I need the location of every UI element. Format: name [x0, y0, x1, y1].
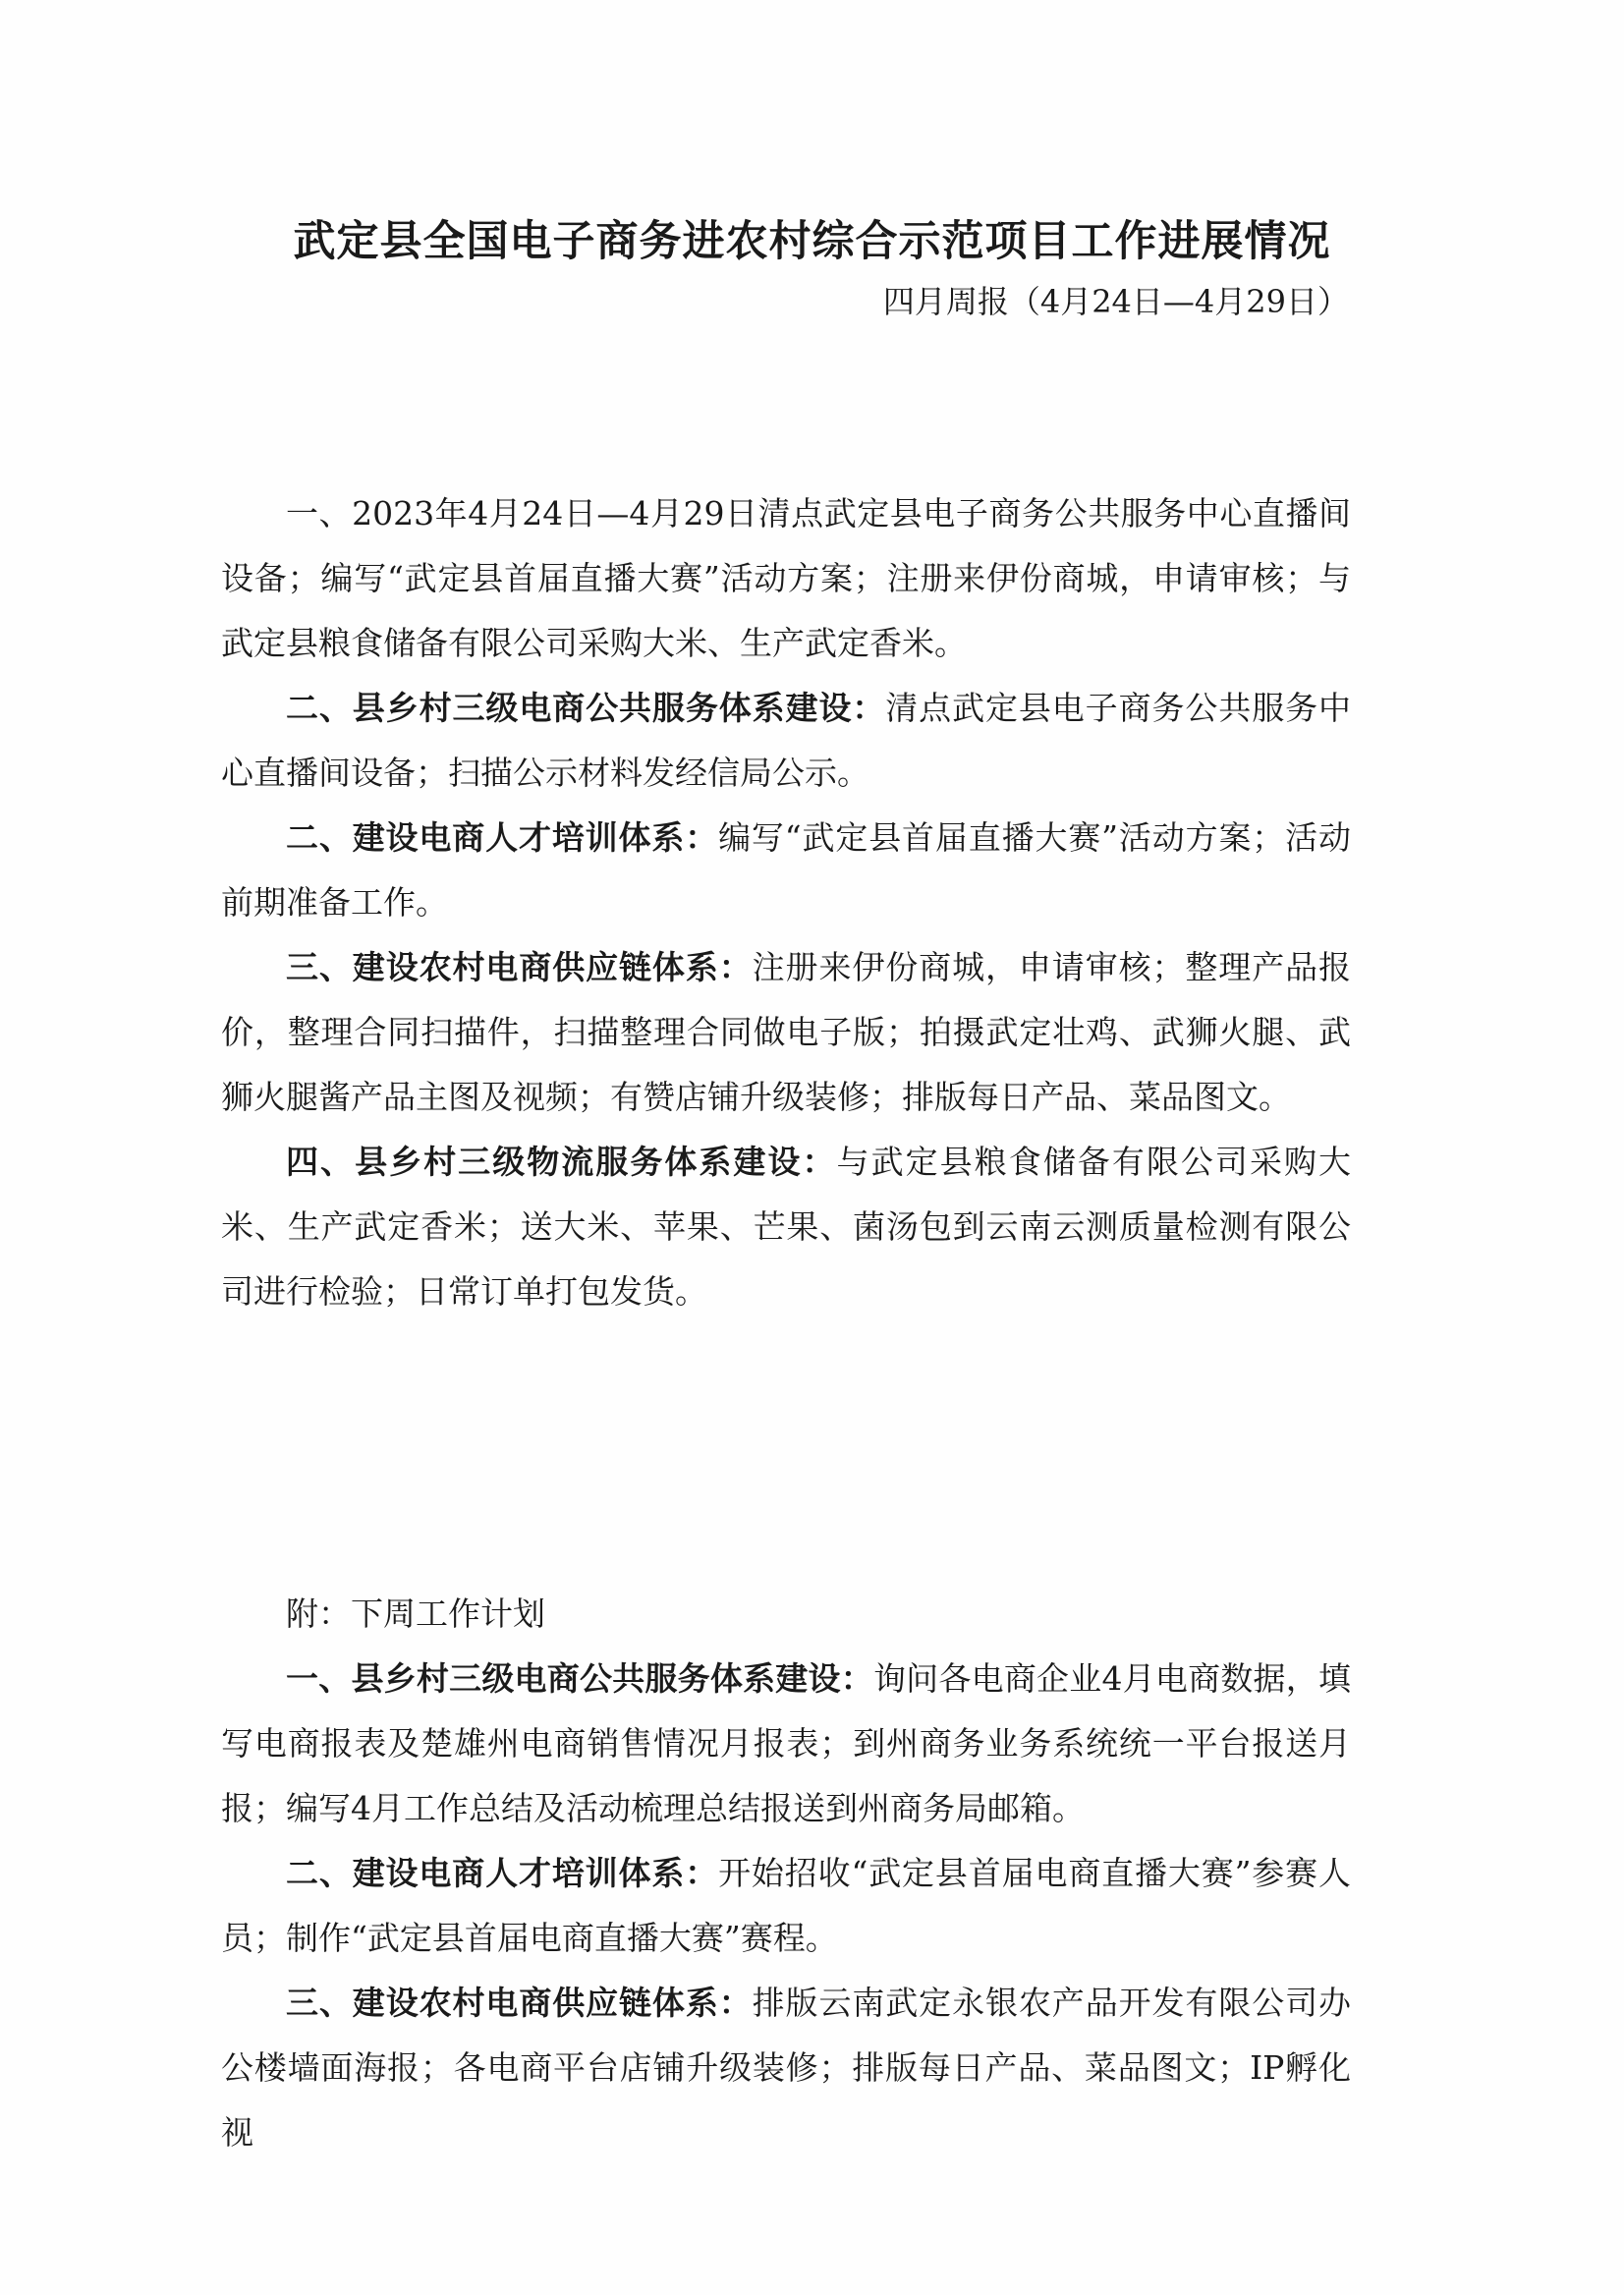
paragraph-lead: 四、县乡村三级物流服务体系建设： — [286, 1143, 837, 1181]
plan-item-supply-chain — [221, 1971, 1351, 2165]
document-title: 武定县全国电子商务进农村综合示范项目工作进展情况 — [293, 217, 1331, 266]
plan-item-public-service — [221, 1647, 1351, 1841]
paragraph-public-service — [221, 676, 1351, 806]
plan-item-text: 开始招收“武定县首届电商直播大赛”参赛人员；制作“武定县首届电商直播大赛”赛程。 — [221, 1854, 1351, 1957]
paragraph-lead: 二、建设电商人才培训体系： — [286, 818, 719, 857]
plan-item-lead: 二、建设电商人才培训体系： — [286, 1854, 719, 1892]
paragraph-lead: 二、县乡村三级电商公共服务体系建设： — [286, 689, 886, 727]
plan-item-talent-training — [221, 1841, 1351, 1971]
paragraph-text: 编写“武定县首届直播大赛”活动方案；活动前期准备工作。 — [221, 818, 1351, 922]
plan-item-text: 询问各电商企业4月电商数据，填写电商报表及楚雄州电商销售情况月报表；到州商务业务系统统一平台报送月报；编写4月工作总结及活动梳理总结报送到州商务局邮箱。 — [221, 1659, 1351, 1827]
paragraph-overview — [221, 481, 1351, 676]
document-subtitle: 四月周报（4月24日—4月29日） — [882, 283, 1349, 320]
paragraph-logistics — [221, 1130, 1351, 1324]
progress-section — [221, 481, 1351, 1324]
paragraph-text: 一、2023年4月24日—4月29日清点武定县电子商务公共服务中心直播间设备；编写“武定县首届直播大赛”活动方案；注册来伊份商城，申请审核；与武定县粮食储备有限公司采购大米、生产武定香米。 — [221, 494, 1351, 662]
paragraph-talent-training — [221, 806, 1351, 935]
plan-heading: 附：下周工作计划 — [286, 1595, 545, 1633]
plan-item-lead: 一、县乡村三级电商公共服务体系建设： — [286, 1659, 873, 1698]
paragraph-text: 清点武定县电子商务公共服务中心直播间设备；扫描公示材料发经信局公示。 — [221, 689, 1352, 792]
plan-item-text: 排版云南武定永银农产品开发有限公司办公楼墙面海报；各电商平台店铺升级装修；排版每日产品、菜品图文；IP孵化视 — [221, 1984, 1352, 2152]
paragraph-supply-chain — [221, 935, 1351, 1130]
paragraph-lead: 三、建设农村电商供应链体系： — [286, 948, 753, 986]
next-week-plan-section — [221, 1582, 1351, 2165]
paragraph-text: 与武定县粮食储备有限公司采购大米、生产武定香米；送大米、苹果、芒果、菌汤包到云南云测质量检测有限公司进行检验；日常订单打包发货。 — [221, 1143, 1352, 1311]
paragraph-text: 注册来伊份商城，申请审核；整理产品报价，整理合同扫描件，扫描整理合同做电子版；拍摄武定壮鸡、武狮火腿、武狮火腿酱产品主图及视频；有赞店铺升级装修；排版每日产品、菜品图文。 — [221, 948, 1352, 1116]
plan-item-lead: 三、建设农村电商供应链体系： — [286, 1984, 753, 2022]
